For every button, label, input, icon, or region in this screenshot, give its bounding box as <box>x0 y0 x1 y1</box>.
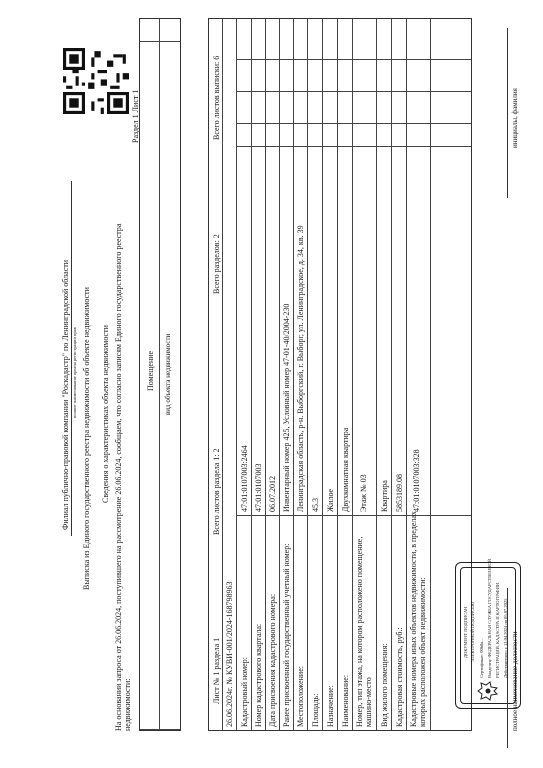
row-value-cadastral-value: 5853189.08 <box>395 474 404 512</box>
row-label-floor: Номер, тип этажа, на котором расположено помещение, <box>355 536 364 727</box>
initials-caption: инициалы, фамилия <box>511 88 519 148</box>
row-value-name: Двухкомнатная квартира <box>341 427 350 512</box>
row-label-name: Наименование: <box>341 674 350 727</box>
document-reference: 26.06.2024г. № КУВИ-001/2024-168798963 <box>225 581 234 727</box>
row-value-area: 45.3 <box>311 498 320 512</box>
characteristics-table <box>208 18 472 731</box>
org-name: Филиал публично-правовой компании "Роскадастр" по Ленинградской области <box>61 259 70 530</box>
sheets-total: Всего листов выписки: 6 <box>212 55 221 140</box>
row-value-previous-number: Инвентарный номер 425, Условный номер 47-01-40/2004-230 <box>282 303 291 512</box>
row-label-parent-objects: Кадастровые номера иных объектов недвижимости, в пределах <box>409 511 418 727</box>
stamp-line1: ДОКУМЕНТ ПОДПИСАН <box>463 606 468 658</box>
qr-code <box>63 48 129 114</box>
org-caption: полное наименование органа регистрации прав <box>72 327 77 418</box>
stamp-line2: ЭЛЕКТРОННОЙ ПОДПИСЬЮ <box>470 601 475 662</box>
row-label-area: Площадь: <box>311 693 320 727</box>
object-type-box <box>139 18 181 731</box>
position-caption: полное наименование должности <box>511 631 519 731</box>
row-value-parent-objects: 47:01:0107003:328 <box>412 449 421 512</box>
stamp-line4: Владелец: ФЕДЕРАЛЬНАЯ СЛУЖБА ГОСУДАРСТВЕННОЙ <box>487 558 492 678</box>
section-marker: Раздел 1 Лист 1 <box>131 89 140 143</box>
stamp-line6: Действителен: с 11.04.2024 по 05.07.2025 <box>503 598 508 678</box>
row-label-floor-cont: машино-место <box>364 677 373 727</box>
emblem-icon <box>476 680 500 702</box>
row-label-cadastral-number: Кадастровый номер: <box>240 657 249 727</box>
row-value-living-type: Квартира <box>380 480 389 512</box>
stamp-line5: РЕГИСТРАЦИИ, КАДАСТРА И КАРТОГРАФИИ <box>495 582 500 678</box>
row-value-floor: Этаж № 03 <box>359 474 368 512</box>
sheet-label: Лист № 1 раздела 1 <box>212 637 221 704</box>
row-value-cadastral-number: 47:01:0107003:2464 <box>240 445 249 512</box>
row-value-location: Ленинградская область, р-н. Выборгский, г. Выборг, ул. Ленинградское, д. 34, кв. 39 <box>296 225 305 512</box>
row-label-living-type: Вид жилого помещения: <box>380 643 389 727</box>
sheets-in-section: Всего листов раздела 1: 2 <box>212 448 221 535</box>
row-label-parent-objects-cont: которых расположен объект недвижимости: <box>418 577 427 727</box>
row-value-quarter: 47:01:0107003 <box>254 463 263 512</box>
object-type-caption: вид объекта недвижимости <box>164 333 172 415</box>
basis-text-line2: недвижимости: <box>123 678 132 731</box>
row-label-assign-date: Дата присвоения кадастрового номера: <box>268 593 277 727</box>
row-value-purpose: Жилое <box>326 488 335 512</box>
row-label-location: Местоположение: <box>296 666 305 727</box>
object-type: Помещение <box>146 350 155 391</box>
row-label-quarter: Номер кадастрового квартала: <box>254 623 263 727</box>
row-label-purpose: Назначение: <box>326 685 335 727</box>
row-label-cadastral-value: Кадастровая стоимость, руб.: <box>395 627 404 727</box>
section-title: Сведения о характеристиках объекта недвижимости <box>101 325 110 503</box>
extract-title: Выписка из Единого государственного реестра недвижимости об объекте недвижимости <box>82 287 91 590</box>
basis-text-line1: На основании запроса от 26.06.2024, поступившего на рассмотрение 26.06.2024, сообщаем, что согласно записям Единого государственного реестра <box>114 223 123 731</box>
row-value-assign-date: 06.07.2012 <box>268 476 277 512</box>
sections-total: Всего разделов: 2 <box>212 234 221 294</box>
row-label-previous-number: Ранее присвоенный государственный учетный номер: <box>282 543 291 727</box>
stamp-line3: Сертификат: 00b0a... <box>479 638 484 678</box>
